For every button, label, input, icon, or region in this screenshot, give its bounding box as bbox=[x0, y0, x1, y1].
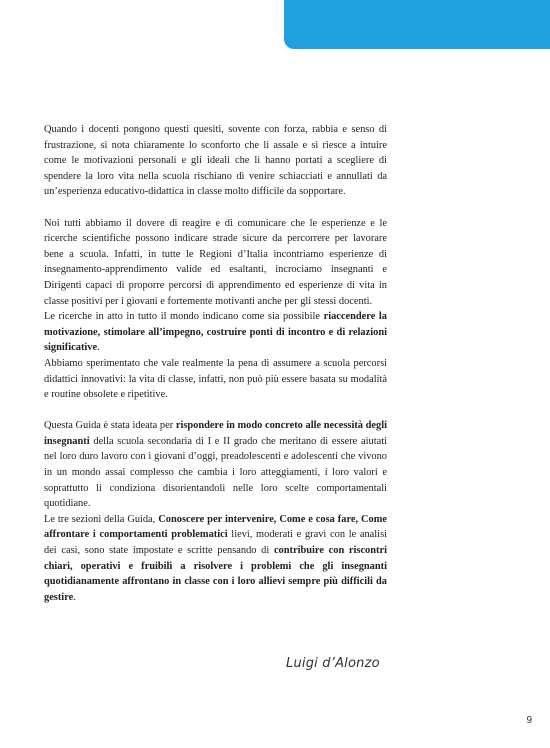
text-span: della scuola secondaria di I e II grado che meritano di essere aiutati nel loro duro lavoro con i giovani d’oggi, preadolescenti e adolescenti che vivono in un mondo assai complesso che cambia i loro atteggiamenti, i loro valori e soprattutto li condiziona disorientandoli nelle loro scelte comportamentali quotidiane. bbox=[44, 435, 387, 510]
text-span: lievi, moderati e gravi con le analisi dei casi, sono state impostate e scritte pensando di bbox=[44, 529, 388, 557]
paragraph bbox=[44, 512, 387, 606]
paragraph: Noi tutti abbiamo il dovere di reagire e di comunicare che le esperienze e le ricerche scientifiche possono indicare strade sicure da percorrere per lavorare bene a scuola. Infatti, in tutte le Regioni d’Italia incontriamo esperienze di insegnamento-apprendimento valide ed esaltanti, incrociamo insegnanti e Dirigenti capaci di proporre percorsi di apprendimento ed esperienze di vita in classe positivi per i giovani e fortemente motivanti anche per gli stessi docenti. bbox=[44, 217, 387, 307]
paragraph bbox=[44, 418, 387, 512]
bold-span: rispondere in modo concreto alle necessità degli insegnanti bbox=[44, 420, 387, 447]
bold-span: riaccendere la motivazione, stimolare all’impegno, costruire ponti di incontro e di relazioni significative bbox=[44, 311, 387, 354]
text-span: Le ricerche in atto in tutto il mondo indicano come sia possibile bbox=[44, 311, 324, 323]
page-number: 9 bbox=[526, 715, 532, 726]
paragraph: Abbiamo sperimentato che vale realmente la pena di assumere a scuola percorsi didattici innovativi: la vita di classe, infatti, non può più essere basata su modalità e routine obsolete e ripetitive. bbox=[44, 357, 387, 401]
paragraph: Quando i docenti pongono questi quesiti, sovente con forza, rabbia e senso di frustrazione, si nota chiaramente lo sconforto che li assale e si riesce a intuire come le motivazioni personali e gli ideali che li hanno portati a scegliere di spendere la loro vita nella scuola rischiano di venire schiacciati e annullati da un’esperienza educativo-didattica in classe molto difficile da sopportare. bbox=[44, 124, 387, 198]
body-text bbox=[44, 122, 387, 605]
paragraph bbox=[44, 309, 387, 356]
text-span: Questa Guida è stata ideata per bbox=[44, 420, 176, 432]
bold-span: Conoscere per intervenire, Come e cosa fare, Come affrontare i comportamenti problematici bbox=[44, 513, 388, 541]
text-span: . bbox=[73, 591, 76, 603]
header-accent-tab bbox=[284, 0, 550, 49]
text-span: Le tre sezioni della Guida, bbox=[44, 513, 159, 525]
bold-span: contribuire con riscontri chiari, operativi e fruibili a risolvere i problemi che gli insegnanti quotidianamente affrontano in classe con i loro allievi sempre più difficili da gestire bbox=[44, 545, 387, 603]
author-signature: Luigi d’Alonzo bbox=[286, 656, 380, 671]
text-span: . bbox=[97, 342, 100, 354]
